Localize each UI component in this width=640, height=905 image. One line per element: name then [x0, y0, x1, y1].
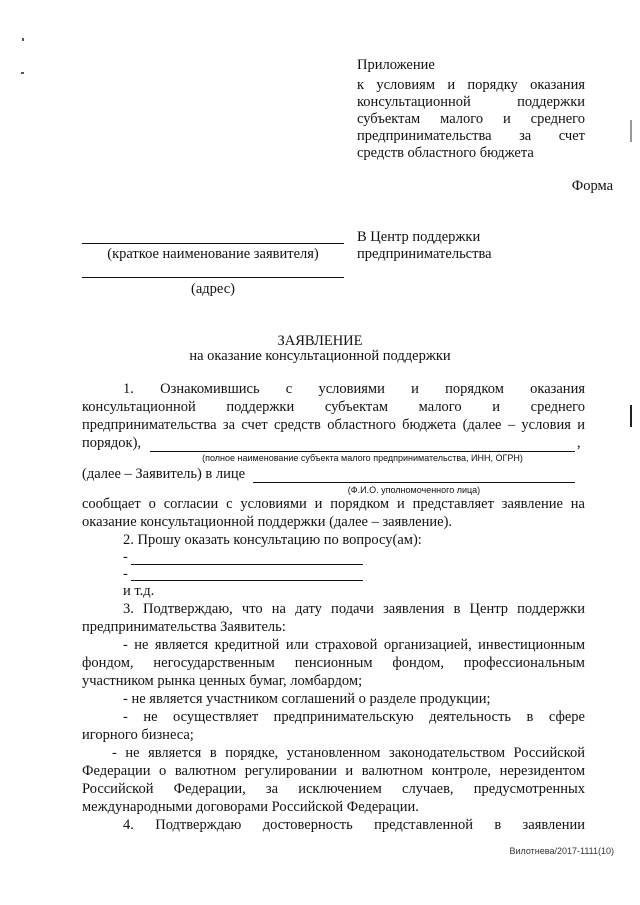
body-line: - не является в порядке, установленном законодательством Российской	[112, 745, 585, 761]
person-name-line	[253, 482, 575, 483]
appendix-title: Приложение	[357, 57, 435, 73]
comma: ,	[577, 435, 581, 451]
applicant-name-line	[82, 243, 344, 244]
body-line: консультационной поддержки субъектам малого и среднего	[82, 399, 585, 415]
body-line: - не осуществляет предпринимательскую деятельность в сфере	[123, 709, 585, 725]
body-line: 2. Прошу оказать консультацию по вопросу(ам):	[123, 532, 422, 548]
etc-label: и т.д.	[123, 583, 155, 599]
body-line: (далее – Заявитель) в лице	[82, 466, 246, 482]
question-dash: -	[123, 566, 128, 582]
body-line: предпринимательства за счет средств областного бюджета (далее – условия и	[82, 417, 585, 433]
body-line: оказание консультационной поддержки (далее – заявление).	[82, 514, 453, 530]
scan-edge-mark	[630, 120, 632, 142]
subject-caption: (полное наименование субъекта малого предпринимательства, ИНН, ОГРН)	[202, 453, 523, 463]
body-line: 1. Ознакомившись с условиями и порядком оказания	[123, 381, 585, 397]
question-dash: -	[123, 549, 128, 565]
appendix-line: к условиям и порядку оказания	[357, 77, 585, 93]
scan-edge-mark	[630, 405, 632, 427]
address-caption: (адрес)	[191, 281, 235, 297]
body-line: порядок),	[82, 435, 142, 451]
scan-speck	[22, 38, 24, 41]
appendix-line: средств областного бюджета	[357, 145, 534, 161]
form-label: Форма	[571, 178, 613, 194]
applicant-caption: (краткое наименование заявителя)	[107, 246, 319, 262]
scan-speck	[21, 72, 24, 74]
question-line	[131, 580, 363, 581]
body-line: международными договорами Российской Федерации.	[82, 799, 419, 815]
question-line	[131, 564, 363, 565]
document-title: ЗАЯВЛЕНИЕ	[277, 333, 363, 349]
subject-name-line	[150, 451, 575, 452]
address-line	[82, 277, 344, 278]
body-line: участником рынка ценных бумаг, ломбардом;	[82, 673, 363, 689]
recipient-line: предпринимательства	[357, 246, 492, 262]
body-line: 4. Подтверждаю достоверность представленной в заявлении	[123, 817, 585, 833]
appendix-line: предпринимательства за счет	[357, 128, 585, 144]
footer-code: Вилотнева/2017-1111(10)	[509, 846, 614, 856]
body-line: предпринимательства Заявитель:	[82, 619, 286, 635]
person-caption: (Ф.И.О. уполномоченного лица)	[347, 485, 481, 495]
body-line: - не является участником соглашений о разделе продукции;	[123, 691, 491, 707]
recipient-line: В Центр поддержки	[357, 229, 481, 245]
body-line: Российской Федерации, за исключением случаев, предусмотренных	[82, 781, 585, 797]
appendix-line: субъектам малого и среднего	[357, 111, 585, 127]
body-line: игорного бизнеса;	[82, 727, 194, 743]
appendix-line: консультационной поддержки	[357, 94, 585, 110]
body-line: фондом, негосударственным пенсионным фондом, профессиональным	[82, 655, 585, 671]
body-line: 3. Подтверждаю, что на дату подачи заявления в Центр поддержки	[123, 601, 585, 617]
body-line: - не является кредитной или страховой организацией, инвестиционным	[123, 637, 585, 653]
body-line: Федерации о валютном регулировании и валютном контроле, нерезидентом	[82, 763, 585, 779]
body-line: сообщает о согласии с условиями и порядком и представляет заявление на	[82, 496, 585, 512]
document-subtitle: на оказание консультационной поддержки	[189, 348, 451, 364]
